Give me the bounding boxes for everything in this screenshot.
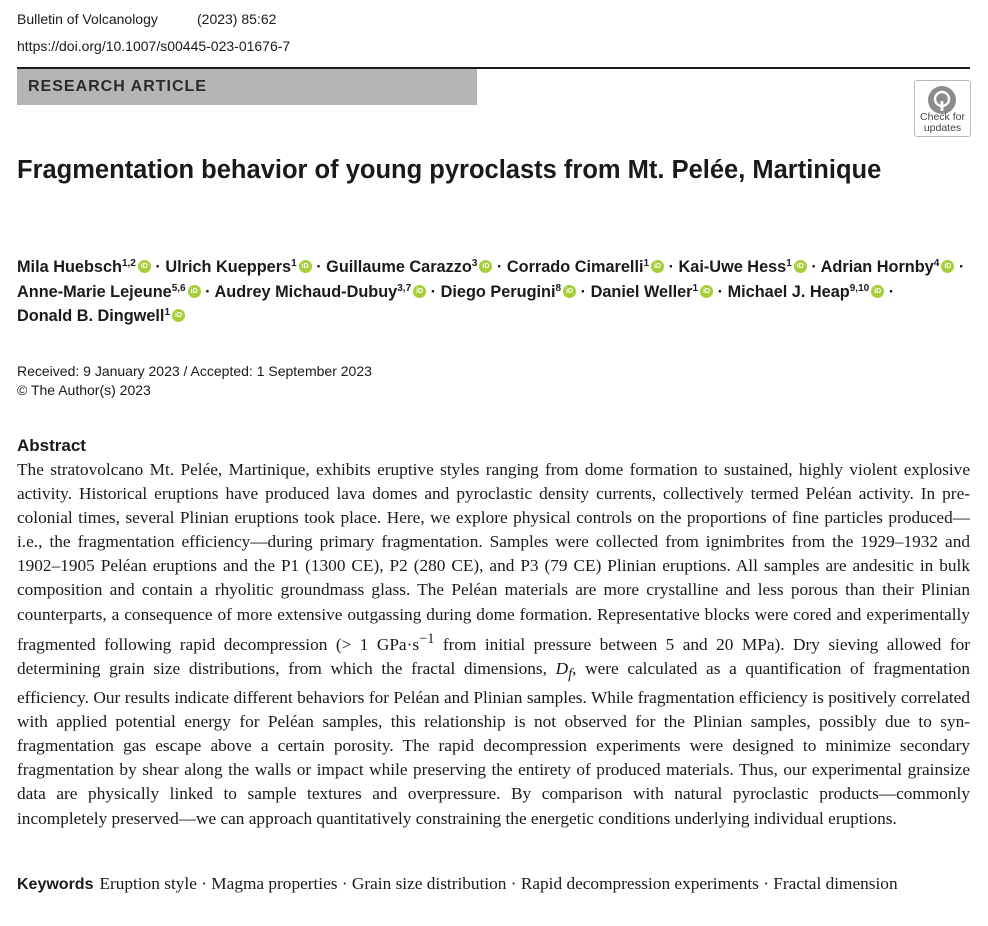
- author-affiliation: 3,7: [397, 282, 412, 294]
- author-name: Ulrich Kueppers: [165, 258, 292, 276]
- abstract-body: [17, 458, 970, 831]
- author-separator: ·: [668, 258, 675, 276]
- orcid-icon[interactable]: [188, 285, 201, 298]
- check-updates-line2: updates: [923, 122, 962, 134]
- author-separator: ·: [958, 258, 965, 276]
- author-separator: ·: [811, 258, 817, 276]
- article-dates: [17, 362, 372, 400]
- author-affiliation: 3: [471, 258, 478, 269]
- author-affiliation: 9,10: [849, 282, 870, 294]
- orcid-icon[interactable]: [941, 260, 954, 273]
- author-affiliation: 1,2: [121, 258, 136, 269]
- author-name: Mila Huebsch: [17, 258, 122, 276]
- author-separator: ·: [888, 282, 895, 301]
- author-affiliation: 1: [643, 258, 650, 269]
- author-name: Adrian Hornby: [820, 258, 934, 276]
- journal-volume: (2023) 85:62: [197, 11, 277, 27]
- author-name: Corrado Cimarelli: [506, 258, 644, 276]
- orcid-icon[interactable]: [479, 260, 492, 273]
- author-5[interactable]: [679, 258, 807, 276]
- check-for-updates-button[interactable]: [914, 80, 971, 137]
- copyright-notice: © The Author(s) 2023: [17, 382, 151, 398]
- author-3[interactable]: [326, 258, 492, 276]
- keywords-text: Eruption style · Magma properties · Grain size distribution · Rapid decompression experiments · Fractal dimension: [99, 874, 898, 893]
- orcid-icon[interactable]: [563, 285, 576, 298]
- author-affiliation: 8: [555, 282, 562, 294]
- orcid-icon[interactable]: [413, 285, 426, 298]
- orcid-icon[interactable]: [138, 260, 151, 273]
- author-name: Audrey Michaud-Dubuy: [214, 282, 398, 301]
- fractal-dimension-symbol: [555, 658, 573, 682]
- author-8[interactable]: [215, 283, 427, 301]
- author-1[interactable]: [17, 258, 151, 276]
- author-4[interactable]: [507, 258, 664, 276]
- author-affiliation: 5,6: [171, 282, 186, 294]
- author-separator: ·: [717, 282, 724, 301]
- author-name: Donald B. Dingwell: [17, 307, 165, 325]
- author-name: Guillaume Carazzo: [326, 258, 472, 276]
- author-6[interactable]: [821, 258, 955, 276]
- author-10[interactable]: [591, 283, 714, 301]
- doi-link[interactable]: https://doi.org/10.1007/s00445-023-01676-7: [17, 38, 291, 54]
- article-type-label: RESEARCH ARTICLE: [28, 78, 207, 95]
- journal-name: Bulletin of Volcanology: [17, 11, 158, 27]
- keywords: [17, 872, 970, 897]
- author-affiliation: 1: [164, 307, 171, 318]
- author-name: Anne-Marie Lejeune: [17, 282, 172, 301]
- symbol-d: D: [555, 658, 569, 678]
- orcid-icon[interactable]: [871, 285, 884, 298]
- author-affiliation: 1: [786, 258, 792, 269]
- author-separator: ·: [155, 258, 161, 276]
- author-separator: ·: [316, 258, 322, 276]
- check-updates-line1: Check for: [920, 111, 965, 123]
- orcid-icon[interactable]: [794, 260, 807, 273]
- author-affiliation: 1: [291, 258, 297, 269]
- orcid-icon[interactable]: [651, 260, 664, 273]
- symbol-subscript: f: [568, 665, 573, 682]
- article-title: Fragmentation behavior of young pyroclasts from Mt. Pelée, Martinique: [17, 156, 882, 184]
- received-accepted-dates: Received: 9 January 2023 / Accepted: 1 September 2023: [17, 363, 372, 379]
- author-list: [17, 255, 977, 329]
- author-affiliation: 1: [692, 282, 699, 294]
- author-affiliation: 4: [933, 258, 940, 269]
- author-11[interactable]: [728, 283, 885, 301]
- orcid-icon[interactable]: [172, 309, 185, 322]
- abstract-heading: Abstract: [17, 436, 86, 455]
- author-separator: ·: [496, 258, 503, 276]
- author-separator: ·: [205, 282, 211, 301]
- author-name: Michael J. Heap: [727, 282, 850, 301]
- journal-line: [17, 10, 276, 28]
- orcid-icon[interactable]: [700, 285, 713, 298]
- author-7[interactable]: [17, 283, 201, 301]
- author-name: Kai-Uwe Hess: [678, 258, 787, 276]
- author-separator: ·: [430, 282, 437, 301]
- author-name: Diego Perugini: [440, 282, 556, 301]
- author-name: Daniel Weller: [590, 282, 693, 301]
- keywords-heading: Keywords: [17, 876, 94, 893]
- article-type-banner: [17, 69, 477, 105]
- orcid-icon[interactable]: [299, 260, 312, 273]
- abstract-part1: The stratovolcano Mt. Pelée, Martinique, exhibits eruptive styles ranging from dome formation to sustained, highly violent explosive activity. Historical eruptions have produced lava domes and pyroclastic density currents, collectively termed Peléan activity. In pre-colonial times, several Plinian eruptions took place. Here, we explore physical controls on the proportions of fine particles produced—i.e., the fragmentation efficiency—during primary fragmentation. Samples were collected from ignimbrites from the 1929–1932 and 1902–1905 Peléan eruptions and the P1 (1300 CE), P2 (280 CE), and P3 (79 CE) Plinian eruptions. All samples are andesitic in bulk composition and contain a rhyolitic groundmass glass. The Peléan materials are more crystalline and less porous than their Plinian counterparts, a consequence of more extensive outgassing during dome formation. Representative blocks were cored and experimentally fragmented following rapid decompression (> 1 GPa·s: [17, 460, 970, 654]
- author-2[interactable]: [165, 258, 311, 276]
- abstract-exponent: −1: [419, 630, 435, 647]
- abstract-part2: from initial pressure between 5 and 20 MPa). Dry sieving allowed for determining grain size distributions, from which the fractal dimensions,: [17, 634, 970, 678]
- author-12[interactable]: [17, 307, 185, 325]
- author-9[interactable]: [441, 283, 576, 301]
- author-separator: ·: [580, 282, 587, 301]
- abstract-part3: , were calculated as a quantification of fragmentation efficiency. Our results indicate different behaviors for Peléan and Plinian samples. While fragmentation efficiency is positively correlated with applied potential energy for Peléan samples, this relationship is not observed for the Plinian samples, possibly due to syn-fragmentation gas escape above a certain porosity. The rapid decompression experiments were designed to minimize secondary fragmentation by shear along the walls or impact while preserving the entirety of produced materials. Thus, our experimental grainsize data are physically linked to sample textures and overpressure. By comparison with natural pyroclastic products—commonly incompletely preserved—we can approach quantitatively constraining the energetic conditions underlying individual eruptions.: [17, 658, 971, 828]
